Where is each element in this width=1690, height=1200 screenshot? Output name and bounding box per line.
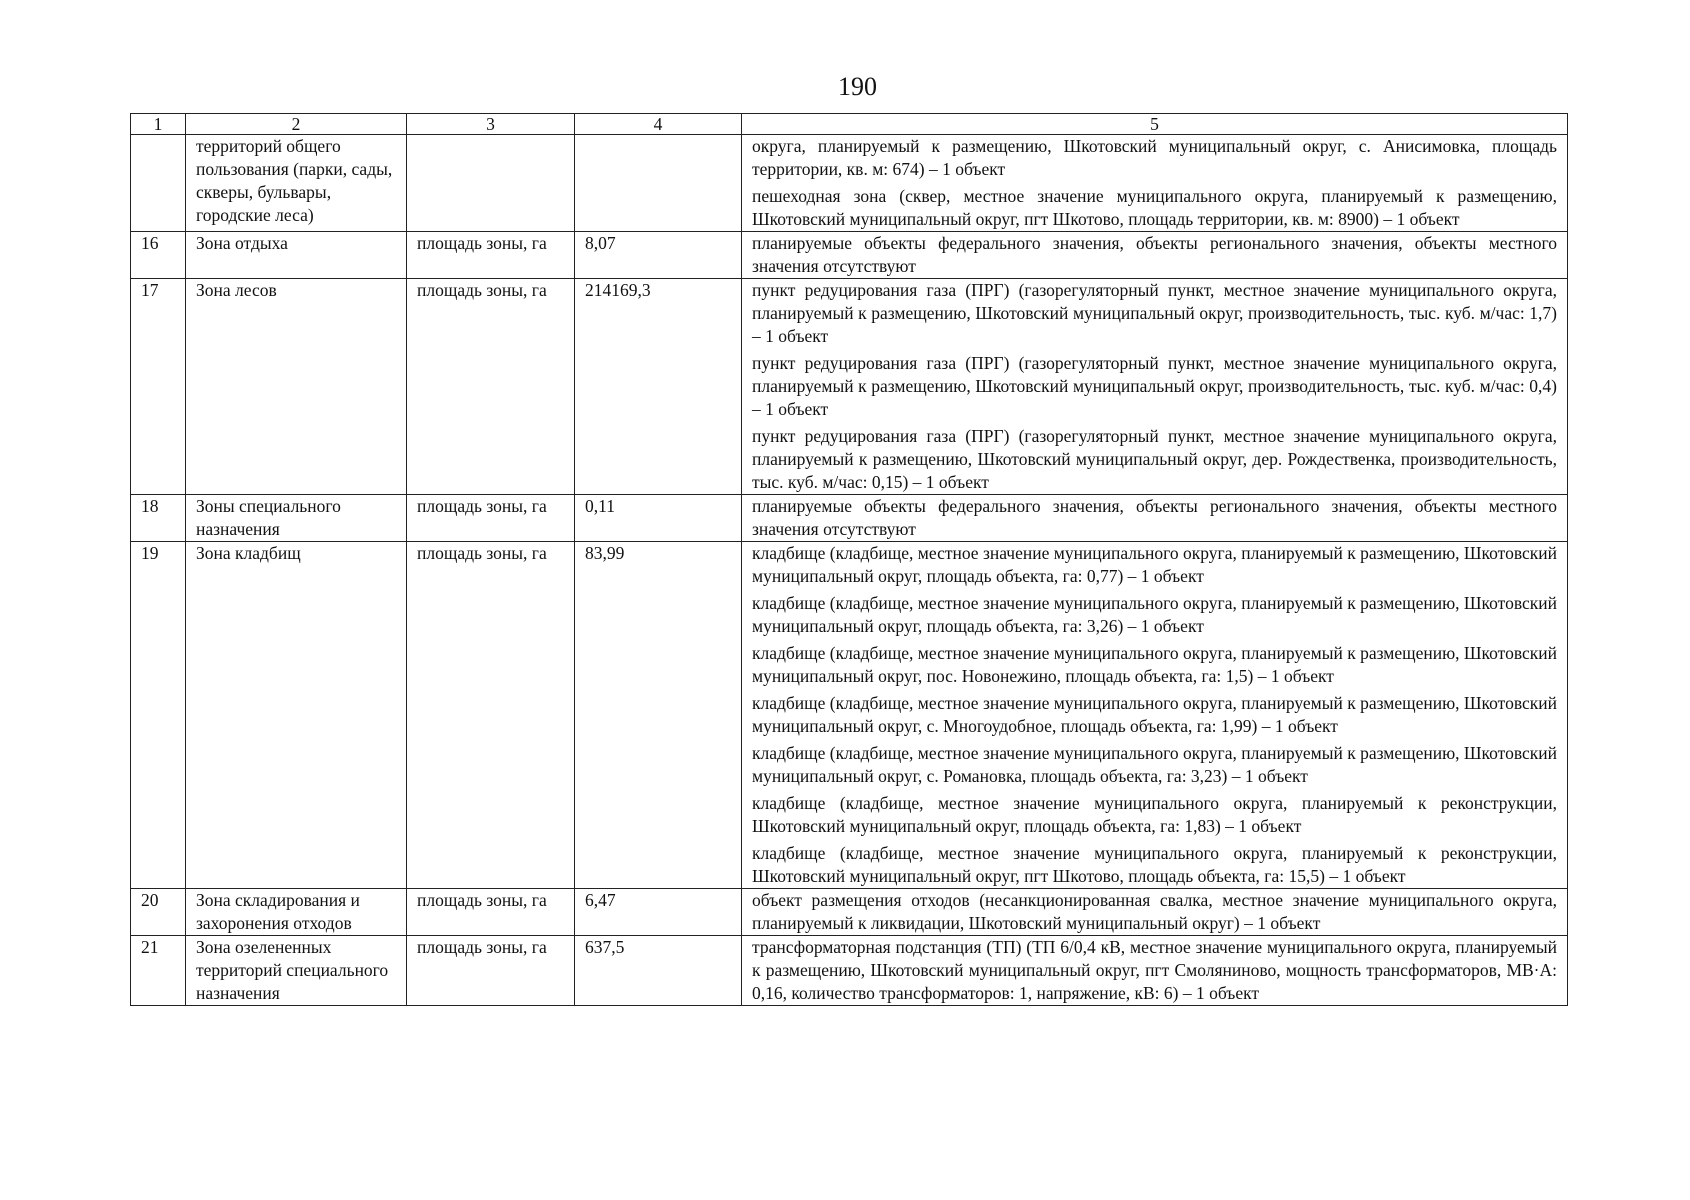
objects-cell xyxy=(742,232,1568,279)
value-cell xyxy=(575,135,742,232)
table-row xyxy=(131,232,1568,279)
object-entry: планируемые объекты федерального значения, объекты регионального значения, объекты местного значения отсутствуют xyxy=(752,496,1557,539)
zone-name-cell: Зона озелененных территорий специального назначения xyxy=(186,936,407,1006)
object-entry: пункт редуцирования газа (ПРГ) (газорегуляторный пункт, местное значение муниципального округа, планируемый к размещению, Шкотовский муниципальный округ, производительность, тыс. куб. м/час: 1,7) – 1 объект xyxy=(752,280,1557,346)
header-col-3: 3 xyxy=(407,114,575,135)
parameter-cell: площадь зоны, га xyxy=(407,279,575,495)
row-number-cell: 21 xyxy=(131,936,186,1006)
zones-table xyxy=(130,113,1568,1006)
zone-name-cell: Зона складирования и захоронения отходов xyxy=(186,889,407,936)
objects-cell xyxy=(742,936,1568,1006)
value-cell: 6,47 xyxy=(575,889,742,936)
zone-name-cell: Зона лесов xyxy=(186,279,407,495)
zone-name-cell: Зона кладбищ xyxy=(186,542,407,889)
row-number-cell: 19 xyxy=(131,542,186,889)
object-entry: кладбище (кладбище, местное значение муниципального округа, планируемый к размещению, Шкотовский муниципальный округ, с. Многоудобное, площадь объекта, га: 1,99) – 1 объект xyxy=(752,693,1558,736)
row-number-cell: 20 xyxy=(131,889,186,936)
value-cell: 214169,3 xyxy=(575,279,742,495)
row-number-cell: 18 xyxy=(131,495,186,542)
table-row xyxy=(131,135,1568,232)
parameter-cell xyxy=(407,135,575,232)
header-col-4: 4 xyxy=(575,114,742,135)
object-entry: пункт редуцирования газа (ПРГ) (газорегуляторный пункт, местное значение муниципального округа, планируемый к размещению, Шкотовский муниципальный округ, производительность, тыс. куб. м/час: 0,4) – 1 объект xyxy=(752,353,1557,419)
object-entry: объект размещения отходов (несанкционированная свалка, местное значение муниципального округа, планируемый к ликвидации, Шкотовский муниципальный округ) – 1 объект xyxy=(752,890,1557,933)
zone-name-cell: территорий общего пользования (парки, сады, скверы, бульвары, городские леса) xyxy=(186,135,407,232)
objects-cell xyxy=(742,889,1568,936)
table-body xyxy=(131,135,1568,1006)
value-cell: 637,5 xyxy=(575,936,742,1006)
table-row xyxy=(131,936,1568,1006)
header-col-5: 5 xyxy=(742,114,1568,135)
table-row xyxy=(131,279,1568,495)
value-cell: 0,11 xyxy=(575,495,742,542)
row-number-cell: 16 xyxy=(131,232,186,279)
object-entry: кладбище (кладбище, местное значение муниципального округа, планируемый к реконструкции, Шкотовский муниципальный округ, площадь объекта, га: 1,83) – 1 объект xyxy=(752,793,1557,836)
row-number-cell xyxy=(131,135,186,232)
page-number: 190 xyxy=(838,72,877,101)
zone-name-cell: Зоны специального назначения xyxy=(186,495,407,542)
parameter-cell: площадь зоны, га xyxy=(407,936,575,1006)
object-entry: кладбище (кладбище, местное значение муниципального округа, планируемый к размещению, Шкотовский муниципальный округ, пос. Новонежино, площадь объекта, га: 1,5) – 1 объект xyxy=(752,643,1558,686)
row-number-cell: 17 xyxy=(131,279,186,495)
objects-cell xyxy=(742,495,1568,542)
header-col-1: 1 xyxy=(131,114,186,135)
object-entry: кладбище (кладбище, местное значение муниципального округа, планируемый к размещению, Шкотовский муниципальный округ, площадь объекта, га: 3,26) – 1 объект xyxy=(752,593,1558,636)
object-entry: планируемые объекты федерального значения, объекты регионального значения, объекты местного значения отсутствуют xyxy=(752,233,1557,276)
object-entry: кладбище (кладбище, местное значение муниципального округа, планируемый к размещению, Шкотовский муниципальный округ, с. Романовка, площадь объекта, га: 3,23) – 1 объект xyxy=(752,743,1558,786)
object-entry: кладбище (кладбище, местное значение муниципального округа, планируемый к реконструкции, Шкотовский муниципальный округ, пгт Шкотово, площадь объекта, га: 15,5) – 1 объект xyxy=(752,843,1557,886)
value-cell: 8,07 xyxy=(575,232,742,279)
object-entry: кладбище (кладбище, местное значение муниципального округа, планируемый к размещению, Шкотовский муниципальный округ, площадь объекта, га: 0,77) – 1 объект xyxy=(752,543,1558,586)
table-row xyxy=(131,495,1568,542)
objects-cell xyxy=(742,135,1568,232)
objects-cell xyxy=(742,542,1568,889)
value-cell: 83,99 xyxy=(575,542,742,889)
table-header-row xyxy=(131,114,1568,135)
table-row xyxy=(131,542,1568,889)
parameter-cell: площадь зоны, га xyxy=(407,232,575,279)
parameter-cell: площадь зоны, га xyxy=(407,889,575,936)
header-col-2: 2 xyxy=(186,114,407,135)
objects-cell xyxy=(742,279,1568,495)
table-row xyxy=(131,889,1568,936)
object-entry: округа, планируемый к размещению, Шкотовский муниципальный округ, с. Анисимовка, площадь территории, кв. м: 674) – 1 объект xyxy=(752,136,1557,179)
object-entry: пункт редуцирования газа (ПРГ) (газорегуляторный пункт, местное значение муниципального округа, планируемый к размещению, Шкотовский муниципальный округ, дер. Рождественка, производительность, тыс. куб. м/час: 0,15) – 1 объект xyxy=(752,426,1557,492)
parameter-cell: площадь зоны, га xyxy=(407,542,575,889)
object-entry: пешеходная зона (сквер, местное значение муниципального округа, планируемый к размещению, Шкотовский муниципальный округ, пгт Шкотово, площадь территории, кв. м: 8900) – 1 объект xyxy=(752,186,1557,229)
object-entry: трансформаторная подстанция (ТП) (ТП 6/0,4 кВ, местное значение муниципального округа, планируемый к размещению, Шкотовский муниципальный округ, пгт Смоляниново, мощность трансформаторов, МВ·А: 0,16, количество трансформаторов: 1, напряжение, кВ: 6) – 1 объект xyxy=(752,937,1557,1003)
parameter-cell: площадь зоны, га xyxy=(407,495,575,542)
zone-name-cell: Зона отдыха xyxy=(186,232,407,279)
